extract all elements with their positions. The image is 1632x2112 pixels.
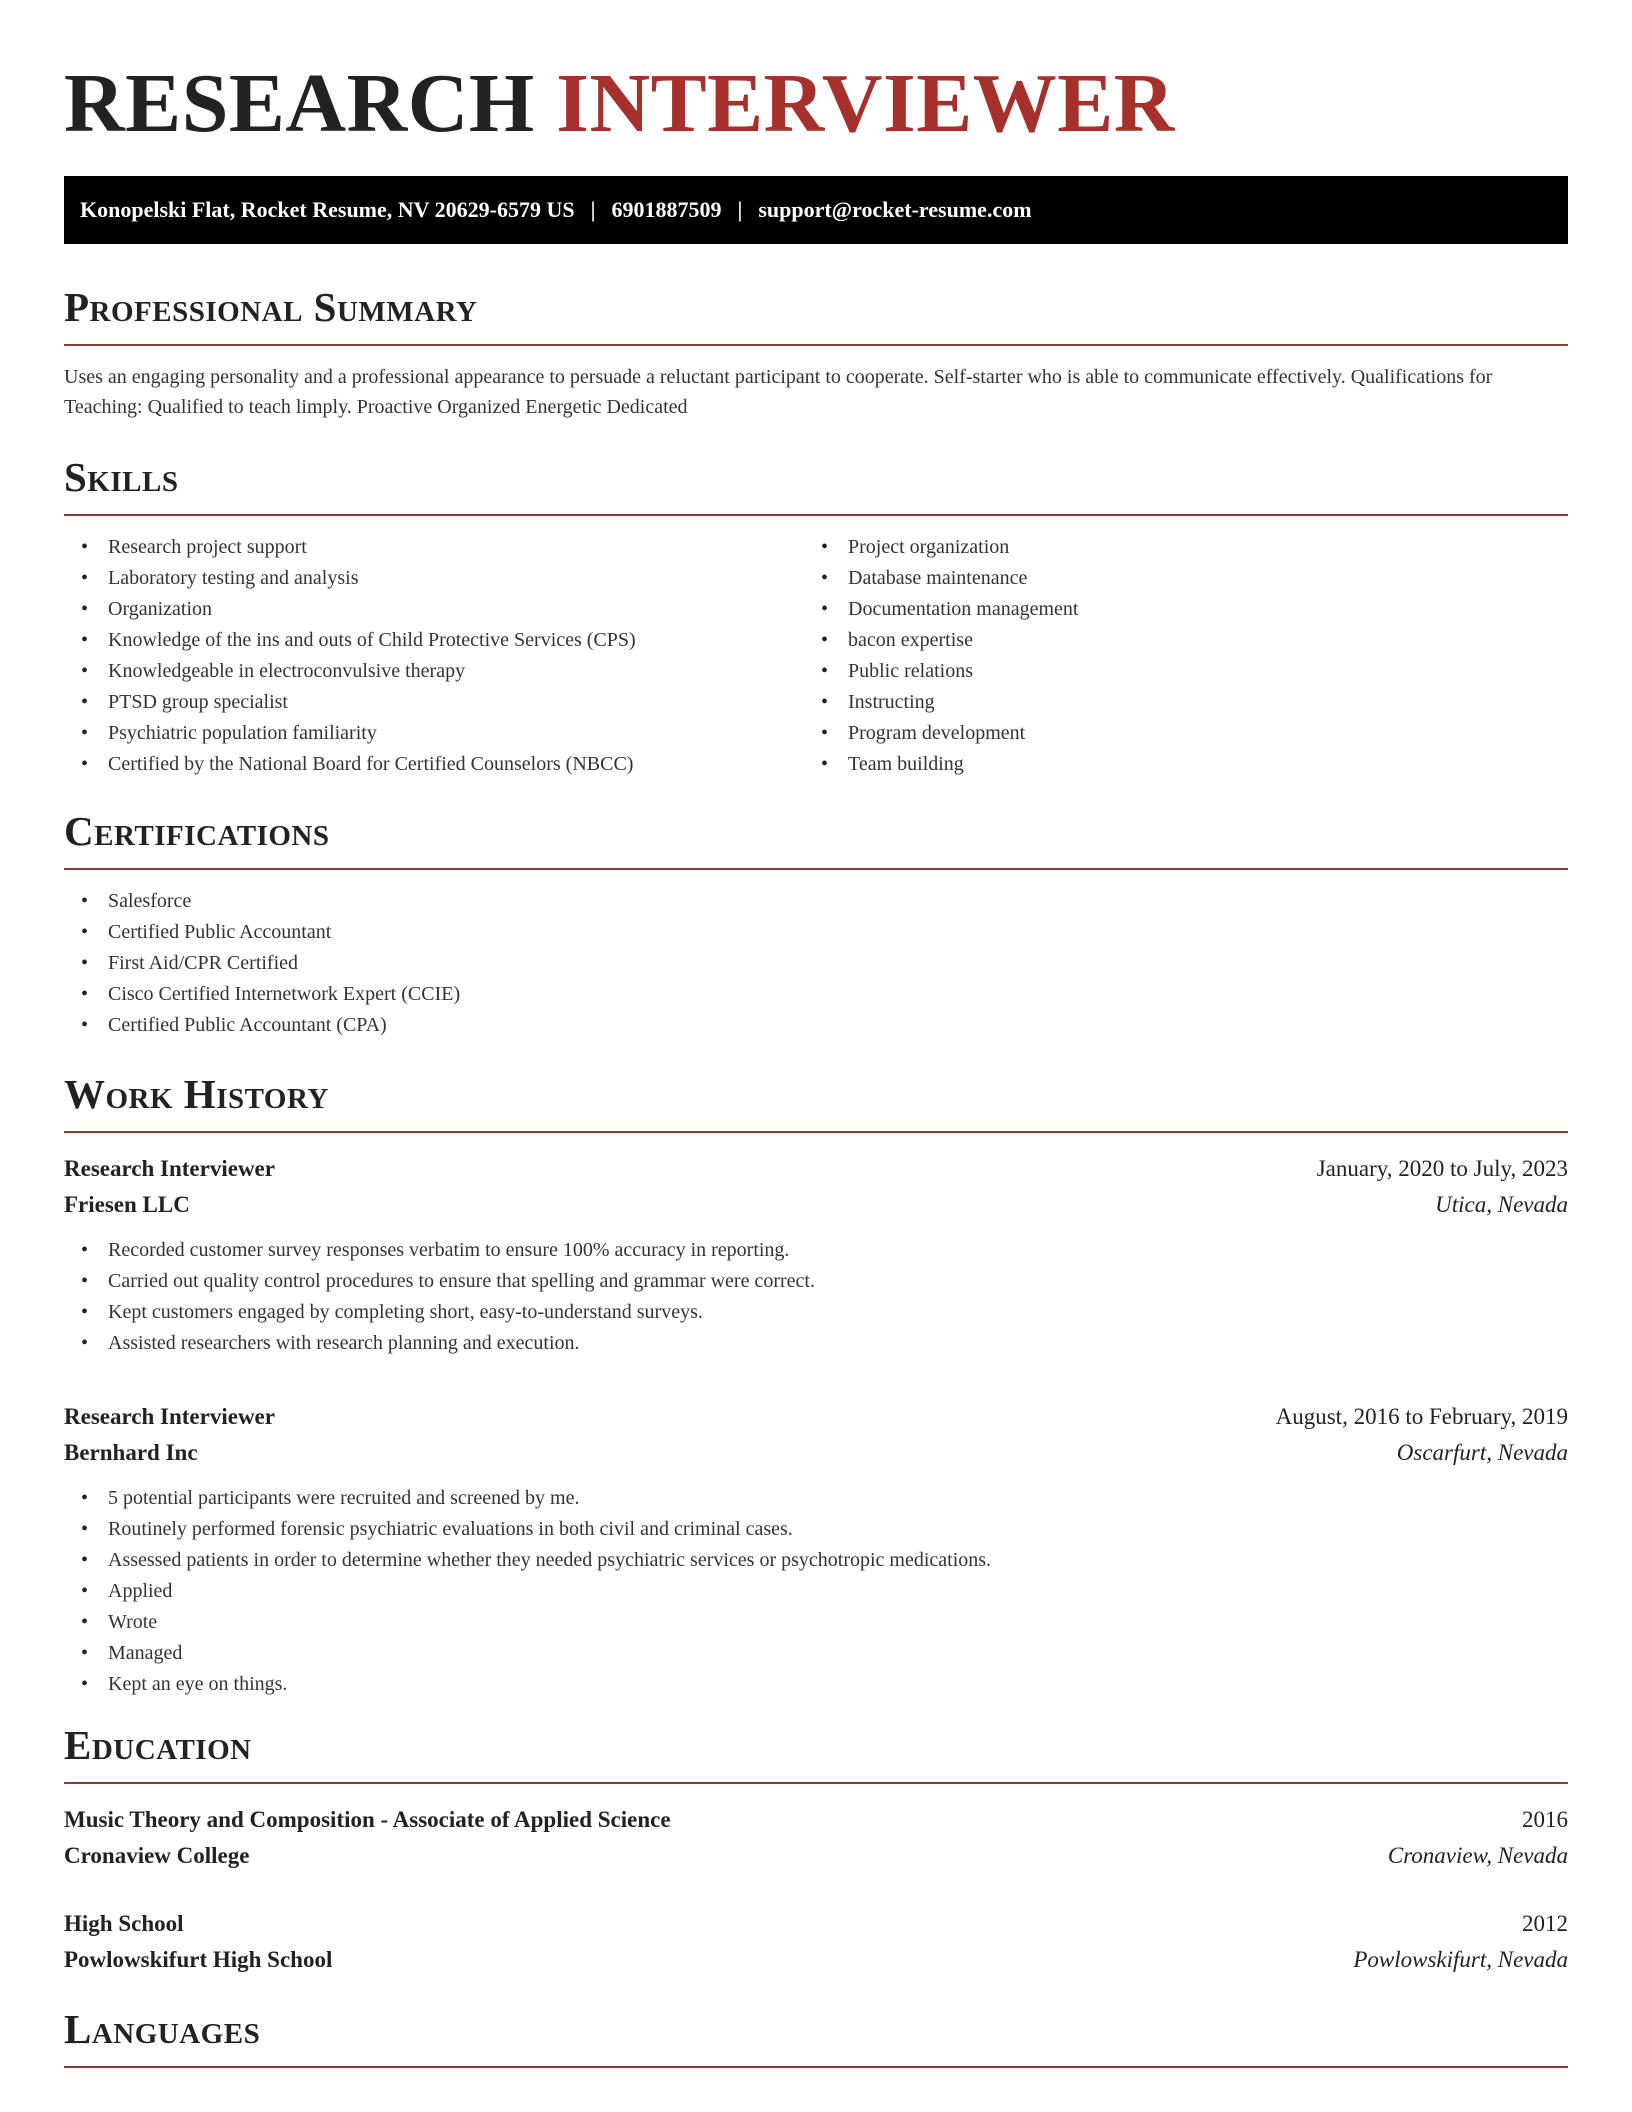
- skill-item: • Research project support: [64, 532, 804, 563]
- skill-item: • Database maintenance: [804, 563, 1544, 594]
- job-bullet: • Applied: [64, 1576, 1568, 1607]
- skill-item: • bacon expertise: [804, 625, 1544, 656]
- skill-item: • Project organization: [804, 532, 1544, 563]
- job-bullets: [64, 1483, 1568, 1700]
- education-entry: [64, 1906, 1568, 1978]
- section-divider: [64, 1782, 1568, 1784]
- skills-section: [64, 452, 1568, 780]
- name-last: INTERVIEWER: [556, 57, 1175, 150]
- skill-item: • Knowledgeable in electroconvulsive therapy: [64, 656, 804, 687]
- education-location: Powlowskifurt, Nevada: [1353, 1947, 1568, 1972]
- work-history-heading: Work History: [64, 1071, 329, 1117]
- skill-item: • Laboratory testing and analysis: [64, 563, 804, 594]
- certification-item: • Cisco Certified Internetwork Expert (CCIE): [64, 979, 1568, 1010]
- skill-item: • Team building: [804, 749, 1544, 780]
- education-degree: High School: [64, 1911, 184, 1936]
- summary-heading: Professional Summary: [64, 284, 478, 330]
- section-divider: [64, 514, 1568, 516]
- name-first: RESEARCH: [64, 57, 535, 150]
- skill-item: • Knowledge of the ins and outs of Child Protective Services (CPS): [64, 625, 804, 656]
- education-school: Powlowskifurt High School: [64, 1947, 333, 1972]
- skill-item: • Program development: [804, 718, 1544, 749]
- skill-item: • PTSD group specialist: [64, 687, 804, 718]
- job-bullet: • Routinely performed forensic psychiatric evaluations in both civil and criminal cases.: [64, 1514, 1568, 1545]
- job-title: Research Interviewer: [64, 1404, 275, 1429]
- certification-item: • Salesforce: [64, 886, 1568, 917]
- contact-phone: 6901887509: [611, 197, 722, 222]
- skills-list-right: [804, 532, 1544, 780]
- skills-columns: [64, 532, 1568, 780]
- languages-section: [64, 2004, 1568, 2068]
- section-divider: [64, 868, 1568, 870]
- job-bullet: • Kept customers engaged by completing short, easy-to-understand surveys.: [64, 1297, 1568, 1328]
- education-school: Cronaview College: [64, 1843, 250, 1868]
- education-location: Cronaview, Nevada: [1387, 1843, 1568, 1868]
- languages-heading: Languages: [64, 2006, 261, 2052]
- job-bullet: • Wrote: [64, 1607, 1568, 1638]
- job-company: Friesen LLC: [64, 1192, 190, 1217]
- job-company: Bernhard Inc: [64, 1440, 198, 1465]
- education-entry: [64, 1802, 1568, 1874]
- job-bullet: • Assessed patients in order to determine whether they needed psychiatric services or psychotropic medications.: [64, 1545, 1568, 1576]
- contact-separator: |: [590, 197, 596, 222]
- contact-separator: |: [737, 197, 743, 222]
- skill-item: • Instructing: [804, 687, 1544, 718]
- skill-item: • Organization: [64, 594, 804, 625]
- education-degree: Music Theory and Composition - Associate of Applied Science: [64, 1807, 671, 1832]
- job-location: Oscarfurt, Nevada: [1396, 1440, 1568, 1465]
- certification-item: • Certified Public Accountant (CPA): [64, 1010, 1568, 1041]
- certifications-heading: Certifications: [64, 808, 330, 854]
- job-bullet: • Managed: [64, 1638, 1568, 1669]
- job-bullet: • 5 potential participants were recruited and screened by me.: [64, 1483, 1568, 1514]
- skill-item: • Documentation management: [804, 594, 1544, 625]
- job-bullet: • Recorded customer survey responses verbatim to ensure 100% accuracy in reporting.: [64, 1235, 1568, 1266]
- job-bullet: • Carried out quality control procedures to ensure that spelling and grammar were correct.: [64, 1266, 1568, 1297]
- skills-list-left: [64, 532, 804, 780]
- education-year: 2012: [1522, 1911, 1568, 1936]
- contact-address: Konopelski Flat, Rocket Resume, NV 20629-6579 US: [80, 197, 575, 222]
- skill-item: • Psychiatric population familiarity: [64, 718, 804, 749]
- certifications-list: [64, 886, 1568, 1041]
- job-dates: August, 2016 to February, 2019: [1275, 1404, 1568, 1429]
- skills-heading: Skills: [64, 454, 179, 500]
- section-divider: [64, 344, 1568, 346]
- job-entry: [64, 1399, 1568, 1700]
- summary-section: [64, 282, 1568, 422]
- work-history-section: [64, 1069, 1568, 1700]
- certification-item: • Certified Public Accountant: [64, 917, 1568, 948]
- job-title: Research Interviewer: [64, 1156, 275, 1181]
- contact-bar: [64, 176, 1568, 244]
- job-dates: January, 2020 to July, 2023: [1316, 1156, 1568, 1181]
- education-heading: Education: [64, 1722, 252, 1768]
- skill-item: • Public relations: [804, 656, 1544, 687]
- job-bullets: [64, 1235, 1568, 1359]
- job-entry: [64, 1151, 1568, 1359]
- skill-item: • Certified by the National Board for Certified Counselors (NBCC): [64, 749, 804, 780]
- education-section: [64, 1720, 1568, 1978]
- job-bullet: • Assisted researchers with research planning and execution.: [64, 1328, 1568, 1359]
- job-location: Utica, Nevada: [1435, 1192, 1568, 1217]
- contact-email: support@rocket-resume.com: [758, 197, 1032, 222]
- resume-name: [64, 56, 1175, 152]
- education-year: 2016: [1522, 1807, 1568, 1832]
- section-divider: [64, 2066, 1568, 2068]
- certification-item: • First Aid/CPR Certified: [64, 948, 1568, 979]
- summary-text: Uses an engaging personality and a professional appearance to persuade a reluctant participant to cooperate. Self-starter who is able to communicate effectively. Qualifications for Teaching: Qualified to teach limply. Proactive Organized Energetic Dedicated: [64, 366, 1493, 418]
- certifications-section: [64, 806, 1568, 1041]
- section-divider: [64, 1131, 1568, 1133]
- job-bullet: • Kept an eye on things.: [64, 1669, 1568, 1700]
